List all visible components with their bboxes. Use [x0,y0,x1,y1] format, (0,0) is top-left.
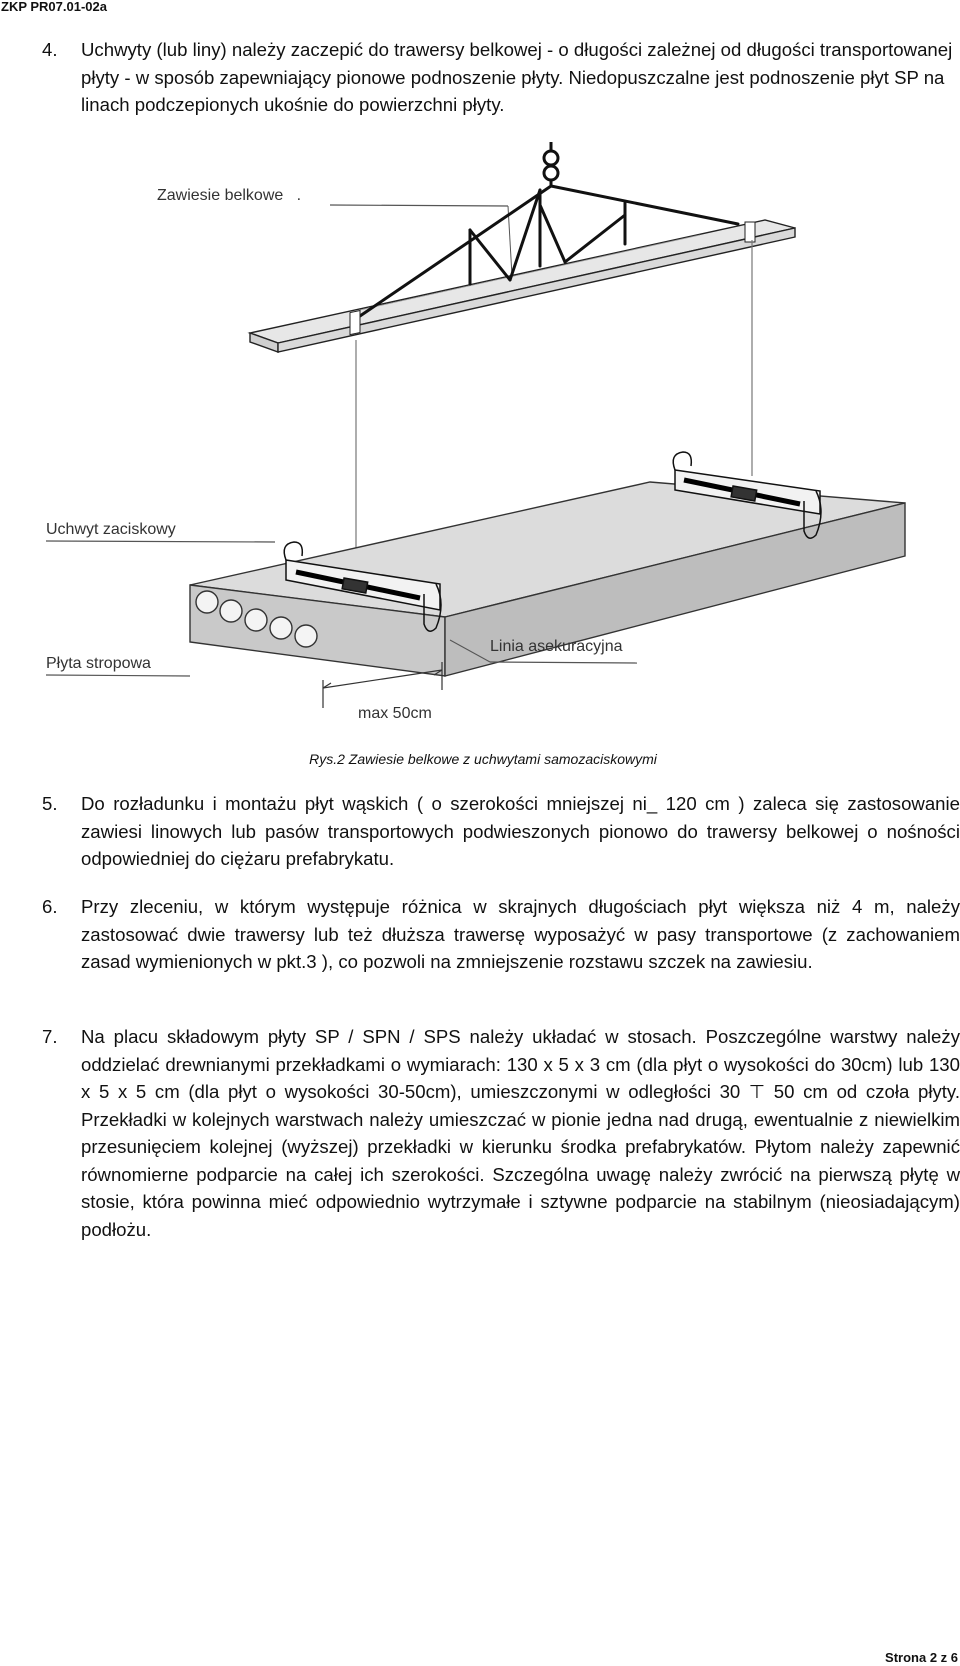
leader-line-sling [330,205,508,206]
hook-icon [544,142,558,186]
leader-line-slab [46,675,190,676]
item-text: Uchwyty (lub liny) należy zaczepić do trawersy belkowej - o długości zależnej od długości transportowanej płyty - w sposób zapewniający pionowe podnoszenie płyty. Niedopuszczalne jest podnoszenie płyt SP na linach podczepionych ukośnie do powierzchni płyty. [81,39,953,115]
beam-band-left [350,310,360,334]
item-number: 5. [42,793,58,814]
page-number: Strona 2 z 6 [885,1650,958,1665]
label-slab: Płyta stropowa [46,655,151,672]
leader-line-safety [490,662,637,663]
item-text: Przy zleceniu, w którym występuje różnica w skrajnych długościach płyt większa niż 4 m, należy zastosować dwie trawersy lub też dłuższa trawersę wyposażyć w pasy transportowe (z zachowaniem zasad wymienionych w pkt.3 ), co pozwoli na zmniejszenie rozstawu szczek na zawiesiu. [81,896,960,972]
item-text: Na placu składowym płyty SP / SPN / SPS należy układać w stosach. Poszczególne warstwy należy oddzielać drewnianymi przekładkami o wymiarach: 130 x 5 x 3 cm (dla płyt o wysokości do 30cm) lub 130 x 5 x 5 cm (dla płyt o wysokości 30-50cm), umieszczonymi w odległości 30 ⊤ 50 cm od czoła płyty. Przekładki w kolejnych warstwach należy umieszczać w pionie jedna nad drugą, ewentualnie z niewielkim przesunięciem kolejnej (wyższej) przekładki w kierunku środka prefabrykatów. Płytom należy zapewnić równomierne podparcie na całej ich szerokości. Szczególna uwagę należy zwrócić na pierwszą płytę w stosie, która powinna mieć odpowiednio wytrzymałe i sztywne podparcie na stabilnym (nieosiadającym) podłożu. [81,1026,960,1240]
leader-line-clamp [46,541,275,542]
item-number: 4. [42,39,58,60]
figure-caption: Rys.2 Zawiesie belkowe z uchwytami samozaciskowymi [309,751,657,767]
label-safety-line: Linia asekuracyjna [490,638,623,655]
item-text: Do rozładunku i montażu płyt wąskich ( o szerokości mniejszej ni_ 120 cm ) zaleca się zastosowanie zawiesi linowych lub pasów transportowych podwieszonych pionowo do trawersy belkowej o nośności odpowiedniej do ciężaru prefabrykatu. [81,793,960,869]
beam-band-right [745,222,755,242]
label-clamp-grip: Uchwyt zaciskowy [46,521,176,538]
figure-beam-sling [0,138,960,758]
label-beam-sling: Zawiesie belkowe . [157,187,302,204]
document-code: ZKP PR07.01-02a [1,0,107,14]
item-number: 6. [42,896,58,917]
item-number: 7. [42,1026,58,1047]
label-max-distance: max 50cm [358,705,432,722]
